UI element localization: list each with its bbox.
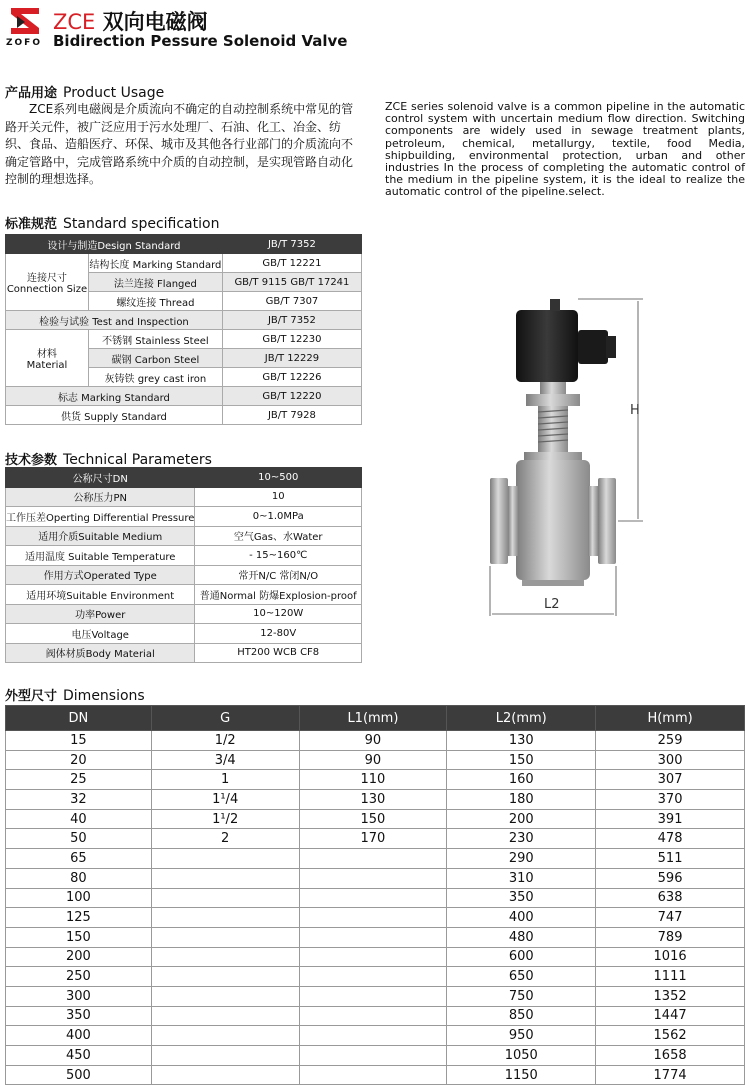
table-cell: 259 bbox=[596, 731, 745, 751]
table-cell bbox=[151, 1006, 299, 1026]
column-header: L2(mm) bbox=[447, 706, 596, 731]
table-cell bbox=[151, 1046, 299, 1066]
dims-header-row bbox=[6, 706, 745, 731]
spec-row bbox=[6, 311, 362, 330]
table-cell: 110 bbox=[299, 770, 447, 790]
table-cell: 511 bbox=[596, 849, 745, 869]
table-row bbox=[6, 809, 745, 829]
spec-value: JB/T 7352 bbox=[222, 235, 361, 254]
spec-label: 结构长度 Marking Standard bbox=[88, 254, 222, 273]
table-cell: 65 bbox=[6, 849, 152, 869]
tech-row bbox=[6, 565, 362, 585]
tech-row bbox=[6, 624, 362, 644]
tech-label: 适用温度 Suitable Temperature bbox=[6, 546, 195, 566]
table-cell: 150 bbox=[447, 750, 596, 770]
tech-table bbox=[5, 467, 362, 663]
table-cell bbox=[151, 1026, 299, 1046]
tech-label: 阀体材质Body Material bbox=[6, 643, 195, 663]
spec-label: 标志 Marking Standard bbox=[6, 387, 223, 406]
table-cell: 170 bbox=[299, 829, 447, 849]
usage-text-zh: ZCE系列电磁阀是介质流向不确定的自动控制系统中常见的管路开关元件，被广泛应用于污水处理厂、石油、化工、冶金、纺织、食品、造船医疗、环保、城市及其他各行业部门的介质流向不确定管路中，完成管路系统中介质的自动控制，是实现管路自动化控制的理想选择。 bbox=[5, 102, 354, 186]
tech-row bbox=[6, 643, 362, 663]
tech-value: 空气Gas、水Water bbox=[195, 526, 362, 546]
table-row bbox=[6, 1026, 745, 1046]
valve-bonnet bbox=[524, 382, 582, 460]
spec-heading bbox=[5, 213, 219, 232]
table-cell bbox=[299, 1065, 447, 1085]
spec-row bbox=[6, 387, 362, 406]
table-cell bbox=[299, 927, 447, 947]
table-cell: 200 bbox=[6, 947, 152, 967]
table-row bbox=[6, 770, 745, 790]
spec-label: 灰铸铁 grey cast iron bbox=[88, 368, 222, 387]
l2-dimension-label: L2 bbox=[544, 597, 560, 612]
table-row bbox=[6, 986, 745, 1006]
table-cell: 596 bbox=[596, 868, 745, 888]
table-cell: 1016 bbox=[596, 947, 745, 967]
table-cell bbox=[151, 947, 299, 967]
table-row bbox=[6, 888, 745, 908]
spec-label: 供货 Supply Standard bbox=[6, 406, 223, 425]
table-cell: 480 bbox=[447, 927, 596, 947]
table-cell: 1150 bbox=[447, 1065, 596, 1085]
spec-value: JB/T 12229 bbox=[222, 349, 361, 368]
tech-label: 适用环境Suitable Environment bbox=[6, 585, 195, 605]
table-cell: 300 bbox=[6, 986, 152, 1006]
table-cell bbox=[299, 967, 447, 987]
table-cell: 310 bbox=[447, 868, 596, 888]
column-header: H(mm) bbox=[596, 706, 745, 731]
spec-value: GB/T 12220 bbox=[222, 387, 361, 406]
spec-label: 螺纹连接 Thread bbox=[88, 292, 222, 311]
spec-group-label: 材料 Material bbox=[6, 330, 89, 387]
table-cell: 150 bbox=[299, 809, 447, 829]
table-row bbox=[6, 908, 745, 928]
valve-body bbox=[490, 460, 616, 586]
spec-value: JB/T 7352 bbox=[222, 311, 361, 330]
spec-row bbox=[6, 235, 362, 254]
model-code: ZCE bbox=[53, 10, 96, 34]
table-cell: 180 bbox=[447, 790, 596, 810]
table-cell: 100 bbox=[6, 888, 152, 908]
table-cell: 350 bbox=[6, 1006, 152, 1026]
table-cell: 350 bbox=[447, 888, 596, 908]
table-cell: 200 bbox=[447, 809, 596, 829]
table-cell: 1¹/4 bbox=[151, 790, 299, 810]
tech-value: 常开N/C 常闭N/O bbox=[195, 565, 362, 585]
table-cell bbox=[299, 947, 447, 967]
dims-heading bbox=[5, 685, 145, 704]
table-cell bbox=[299, 908, 447, 928]
spec-label: 设计与制造Design Standard bbox=[6, 235, 223, 254]
tech-row bbox=[6, 468, 362, 488]
logo-text: ZOFO bbox=[6, 38, 42, 48]
table-cell: 15 bbox=[6, 731, 152, 751]
tech-row bbox=[6, 585, 362, 605]
spec-value: JB/T 7928 bbox=[222, 406, 361, 425]
spec-value: GB/T 12221 bbox=[222, 254, 361, 273]
spec-label: 检验与试验 Test and Inspection bbox=[6, 311, 223, 330]
spec-heading-en: Standard specification bbox=[63, 216, 220, 232]
tech-label: 公称压力PN bbox=[6, 487, 195, 507]
table-cell bbox=[299, 849, 447, 869]
table-cell: 160 bbox=[447, 770, 596, 790]
table-cell: 300 bbox=[596, 750, 745, 770]
table-cell: 1352 bbox=[596, 986, 745, 1006]
table-cell: 600 bbox=[447, 947, 596, 967]
spec-label: 碳钢 Carbon Steel bbox=[88, 349, 222, 368]
tech-row bbox=[6, 526, 362, 546]
table-cell: 25 bbox=[6, 770, 152, 790]
table-row bbox=[6, 967, 745, 987]
spec-table bbox=[5, 234, 362, 425]
table-cell bbox=[151, 927, 299, 947]
table-cell bbox=[299, 986, 447, 1006]
table-cell: 250 bbox=[6, 967, 152, 987]
tech-heading-zh: 技术参数 bbox=[5, 453, 58, 468]
table-cell bbox=[151, 849, 299, 869]
spec-row bbox=[6, 330, 362, 349]
table-row bbox=[6, 927, 745, 947]
tech-heading bbox=[5, 449, 212, 468]
table-cell: 130 bbox=[299, 790, 447, 810]
tech-row bbox=[6, 604, 362, 624]
usage-heading bbox=[5, 82, 164, 101]
table-cell: 1050 bbox=[447, 1046, 596, 1066]
table-cell: 90 bbox=[299, 731, 447, 751]
table-cell: 3/4 bbox=[151, 750, 299, 770]
table-cell: 307 bbox=[596, 770, 745, 790]
table-cell bbox=[151, 868, 299, 888]
table-cell bbox=[299, 868, 447, 888]
table-cell: 950 bbox=[447, 1026, 596, 1046]
table-cell: 130 bbox=[447, 731, 596, 751]
table-row bbox=[6, 1065, 745, 1085]
table-row bbox=[6, 1046, 745, 1066]
table-row bbox=[6, 829, 745, 849]
table-cell: 230 bbox=[447, 829, 596, 849]
table-cell: 1/2 bbox=[151, 731, 299, 751]
table-cell: 750 bbox=[447, 986, 596, 1006]
spec-label: 不锈钢 Stainless Steel bbox=[88, 330, 222, 349]
table-cell: 500 bbox=[6, 1065, 152, 1085]
table-cell: 125 bbox=[6, 908, 152, 928]
page-subtitle: Bidirection Pessure Solenoid Valve bbox=[53, 32, 348, 50]
table-cell: 2 bbox=[151, 829, 299, 849]
spec-value: GB/T 7307 bbox=[222, 292, 361, 311]
table-cell bbox=[299, 888, 447, 908]
usage-heading-zh: 产品用途 bbox=[5, 86, 58, 101]
table-cell: 747 bbox=[596, 908, 745, 928]
table-cell: 1774 bbox=[596, 1065, 745, 1085]
table-cell: 789 bbox=[596, 927, 745, 947]
tech-label: 适用介质Suitable Medium bbox=[6, 526, 195, 546]
table-cell bbox=[299, 1046, 447, 1066]
tech-value: 普通Normal 防爆Explosion-proof bbox=[195, 585, 362, 605]
column-header: DN bbox=[6, 706, 152, 731]
table-cell: 90 bbox=[299, 750, 447, 770]
table-row bbox=[6, 947, 745, 967]
table-cell bbox=[151, 967, 299, 987]
column-header: G bbox=[151, 706, 299, 731]
table-cell: 478 bbox=[596, 829, 745, 849]
zofo-logo-icon bbox=[9, 6, 41, 36]
table-cell bbox=[299, 1006, 447, 1026]
table-row bbox=[6, 731, 745, 751]
table-cell bbox=[151, 986, 299, 1006]
usage-text-en: ZCE series solenoid valve is a common pipeline in the automatic control system with uncertain medium flow direction. Switching components are widely used in sewage treatment plants, petroleum, chemical, metallurgy, textile, food Media, shipbuilding, environmental protection, urban and other industries In the process of completing the automatic control of the medium in the pipeline system, it is the ideal to realize the automatic control of the pipeline.select. bbox=[385, 100, 745, 199]
table-row bbox=[6, 1006, 745, 1026]
spec-row bbox=[6, 406, 362, 425]
tech-label: 功率Power bbox=[6, 604, 195, 624]
column-header: L1(mm) bbox=[299, 706, 447, 731]
table-cell: 1658 bbox=[596, 1046, 745, 1066]
tech-label: 工作压差Operting Differential Pressure bbox=[6, 507, 195, 527]
table-row bbox=[6, 790, 745, 810]
table-cell: 290 bbox=[447, 849, 596, 869]
tech-value: 10 bbox=[195, 487, 362, 507]
dims-heading-zh: 外型尺寸 bbox=[5, 689, 58, 704]
table-cell bbox=[151, 1065, 299, 1085]
table-cell: 32 bbox=[6, 790, 152, 810]
spec-value: GB/T 12226 bbox=[222, 368, 361, 387]
valve-drawing bbox=[478, 296, 648, 616]
tech-heading-en: Technical Parameters bbox=[63, 452, 212, 468]
title-zh: 双向电磁阀 bbox=[102, 10, 208, 34]
table-cell: 40 bbox=[6, 809, 152, 829]
spec-label: 法兰连接 Flanged bbox=[88, 273, 222, 292]
h-dimension-label: H bbox=[630, 403, 640, 418]
table-cell: 20 bbox=[6, 750, 152, 770]
table-cell: 80 bbox=[6, 868, 152, 888]
table-row bbox=[6, 849, 745, 869]
tech-value: 10~120W bbox=[195, 604, 362, 624]
table-cell: 370 bbox=[596, 790, 745, 810]
spec-group-label: 连接尺寸 Connection Size bbox=[6, 254, 89, 311]
table-cell: 1111 bbox=[596, 967, 745, 987]
tech-value: 10~500 bbox=[195, 468, 362, 488]
dims-heading-en: Dimensions bbox=[63, 688, 145, 704]
tech-label: 电压Voltage bbox=[6, 624, 195, 644]
spec-value: GB/T 9115 GB/T 17241 bbox=[222, 273, 361, 292]
table-cell: 400 bbox=[6, 1026, 152, 1046]
table-cell: 1562 bbox=[596, 1026, 745, 1046]
tech-row bbox=[6, 546, 362, 566]
table-cell: 450 bbox=[6, 1046, 152, 1066]
spec-heading-zh: 标准规范 bbox=[5, 217, 58, 232]
tech-row bbox=[6, 487, 362, 507]
table-cell: 1447 bbox=[596, 1006, 745, 1026]
table-cell: 1 bbox=[151, 770, 299, 790]
table-cell: 150 bbox=[6, 927, 152, 947]
tech-value: - 15~160℃ bbox=[195, 546, 362, 566]
table-cell bbox=[151, 888, 299, 908]
table-cell: 1¹/2 bbox=[151, 809, 299, 829]
table-cell: 850 bbox=[447, 1006, 596, 1026]
table-cell bbox=[299, 1026, 447, 1046]
table-cell: 638 bbox=[596, 888, 745, 908]
tech-value: 12-80V bbox=[195, 624, 362, 644]
tech-row bbox=[6, 507, 362, 527]
spec-value: GB/T 12230 bbox=[222, 330, 361, 349]
table-cell: 650 bbox=[447, 967, 596, 987]
table-cell: 391 bbox=[596, 809, 745, 829]
table-row bbox=[6, 868, 745, 888]
tech-value: HT200 WCB CF8 bbox=[195, 643, 362, 663]
tech-label: 作用方式Operated Type bbox=[6, 565, 195, 585]
valve-coil bbox=[516, 299, 616, 382]
table-row bbox=[6, 750, 745, 770]
tech-label: 公称尺寸DN bbox=[6, 468, 195, 488]
table-cell: 50 bbox=[6, 829, 152, 849]
table-cell: 400 bbox=[447, 908, 596, 928]
tech-value: 0~1.0MPa bbox=[195, 507, 362, 527]
dimensions-table bbox=[5, 705, 745, 1085]
spec-row bbox=[6, 254, 362, 273]
usage-heading-en: Product Usage bbox=[63, 85, 165, 101]
table-cell bbox=[151, 908, 299, 928]
